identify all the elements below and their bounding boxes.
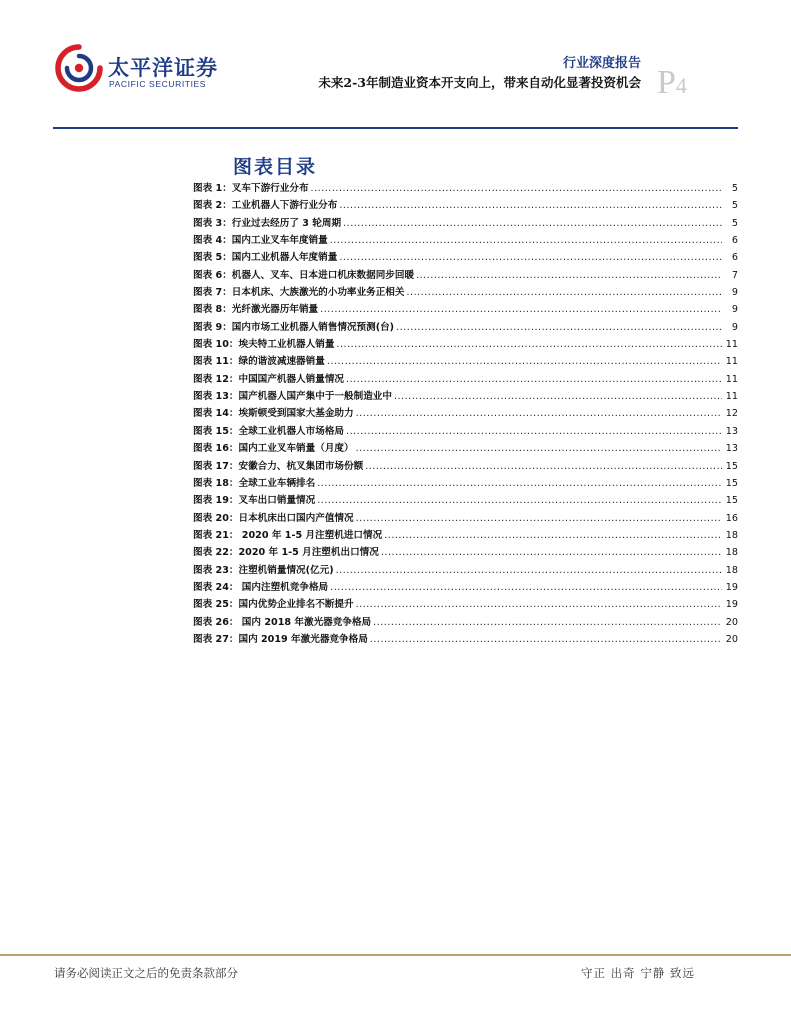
- footer-divider: [0, 954, 791, 956]
- toc-entry[interactable]: [193, 440, 738, 457]
- toc-entry-page: 6: [731, 235, 738, 247]
- toc-entry-label: 图表 3：行业过去经历了 3 轮周期: [193, 217, 342, 229]
- report-title: 未来2-3年制造业资本开支向上，带来自动化显著投资机会: [318, 75, 641, 90]
- toc-entry[interactable]: [193, 267, 738, 284]
- page-letter: P: [657, 64, 676, 101]
- toc-leader-dots: [330, 235, 722, 246]
- toc-entry-page: 18: [725, 529, 738, 541]
- toc-entry-page: 9: [731, 304, 738, 316]
- toc-leader-dots: [330, 582, 722, 593]
- toc-entry-label: 图表 12：中国国产机器人销量情况: [193, 373, 345, 385]
- toc-entry-page: 18: [725, 547, 738, 559]
- toc-entry-label: 图表 26： 国内 2018 年激光器竞争格局: [193, 616, 372, 628]
- toc-leader-dots: [346, 426, 722, 437]
- toc-entry-label: 图表 5：国内工业机器人年度销量: [193, 252, 338, 264]
- toc-entry-label: 图表 9：国内市场工业机器人销售情况预测(台): [193, 321, 395, 333]
- toc-entry-page: 9: [731, 287, 738, 299]
- toc-leader-dots: [317, 478, 722, 489]
- toc-entry-label: 图表 2：工业机器人下游行业分布: [193, 200, 338, 212]
- toc-entry[interactable]: [193, 475, 738, 492]
- toc-entry[interactable]: [193, 492, 738, 509]
- toc-entry-label: 图表 4：国内工业叉车年度销量: [193, 235, 328, 247]
- page-number-value: 4: [675, 73, 687, 98]
- toc-leader-dots: [311, 183, 722, 194]
- toc-entry-page: 16: [725, 512, 738, 524]
- toc-entry-page: 20: [725, 616, 738, 628]
- toc-leader-dots: [373, 617, 722, 628]
- toc-entry[interactable]: [193, 180, 738, 197]
- toc-entry-page: 15: [725, 477, 738, 489]
- toc-entry[interactable]: [193, 579, 738, 596]
- toc-entry-page: 15: [725, 460, 738, 472]
- toc-leader-dots: [356, 443, 722, 454]
- toc-entry[interactable]: [193, 562, 738, 579]
- toc-leader-dots: [356, 408, 722, 419]
- toc-entry-page: 5: [731, 217, 738, 229]
- toc-heading: 图表目录: [233, 156, 318, 178]
- toc-leader-dots: [406, 287, 722, 298]
- disclaimer-note: 请务必阅读正文之后的免责条款部分: [54, 966, 238, 980]
- toc-entry[interactable]: [193, 232, 738, 249]
- toc-entry-label: 图表 17：安徽合力、杭叉集团市场份额: [193, 460, 364, 472]
- toc-entry-page: 9: [731, 321, 738, 333]
- toc-entry-label: 图表 20：日本机床出口国内产值情况: [193, 512, 354, 524]
- brand-name-cn: 太平洋证券: [108, 56, 218, 80]
- toc-entry[interactable]: [193, 631, 738, 648]
- toc-entry[interactable]: [193, 371, 738, 388]
- toc-entry[interactable]: [193, 388, 738, 405]
- toc-entry-page: 11: [725, 356, 738, 368]
- toc-entry-label: 图表 7：日本机床、大族激光的小功率业务正相关: [193, 287, 405, 299]
- toc-entry-page: 13: [725, 443, 738, 455]
- toc-entry-label: 图表 21： 2020 年 1-5 月注塑机进口情况: [193, 529, 383, 541]
- toc-entry-label: 图表 10：埃夫特工业机器人销量: [193, 339, 335, 351]
- toc-leader-dots: [317, 495, 722, 506]
- toc-entry-label: 图表 19：叉车出口销量情况: [193, 495, 316, 507]
- toc-leader-dots: [339, 200, 722, 211]
- toc-leader-dots: [343, 218, 722, 229]
- toc-leader-dots: [396, 322, 722, 333]
- toc-entry[interactable]: [193, 197, 738, 214]
- toc-entry-page: 15: [725, 495, 738, 507]
- toc-entry-page: 7: [731, 269, 738, 281]
- toc-entry-label: 图表 11：绿的谐波减速器销量: [193, 356, 325, 368]
- page-number: [657, 66, 687, 100]
- toc-leader-dots: [320, 304, 722, 315]
- toc-leader-dots: [356, 599, 722, 610]
- toc-leader-dots: [394, 391, 722, 402]
- toc-entry[interactable]: [193, 284, 738, 301]
- toc-leader-dots: [356, 513, 722, 524]
- toc-entry-label: 图表 13：国产机器人国产集中于一般制造业中: [193, 391, 392, 403]
- toc-entry-page: 12: [725, 408, 738, 420]
- toc-entry-label: 图表 16：国内工业叉车销量（月度）: [193, 443, 354, 455]
- toc-entry[interactable]: [193, 510, 738, 527]
- toc-entry-label: 图表 18：全球工业车辆排名: [193, 477, 316, 489]
- report-type: 行业深度报告: [562, 56, 641, 71]
- toc-entry-page: 19: [725, 581, 738, 593]
- toc-leader-dots: [336, 339, 722, 350]
- toc-leader-dots: [339, 252, 722, 263]
- toc-leader-dots: [416, 270, 722, 281]
- toc-entry-label: 图表 8：光纤激光器历年销量: [193, 304, 319, 316]
- toc-leader-dots: [381, 547, 722, 558]
- toc-entry-label: 图表 15：全球工业机器人市场格局: [193, 425, 345, 437]
- toc-entry[interactable]: [193, 527, 738, 544]
- toc-entry-page: 18: [725, 564, 738, 576]
- toc-entry-label: 图表 22：2020 年 1-5 月注塑机出口情况: [193, 547, 379, 559]
- toc-leader-dots: [346, 374, 722, 385]
- toc-entry-label: 图表 14：埃斯顿受到国家大基金助力: [193, 408, 354, 420]
- toc-entry[interactable]: [193, 596, 738, 613]
- toc-entry-page: 6: [731, 252, 738, 264]
- toc-leader-dots: [336, 565, 722, 576]
- toc-entry-page: 20: [725, 633, 738, 645]
- toc-leader-dots: [327, 356, 722, 367]
- toc-entry-page: 5: [731, 200, 738, 212]
- toc-entry[interactable]: [193, 301, 738, 318]
- toc-entry-label: 图表 6：机器人、叉车、日本进口机床数据同步回暖: [193, 269, 415, 281]
- toc-entry-page: 19: [725, 599, 738, 611]
- toc-entry[interactable]: [193, 423, 738, 440]
- toc-entry[interactable]: [193, 215, 738, 232]
- toc-entry[interactable]: [193, 405, 738, 422]
- toc-entry-page: 5: [731, 183, 738, 194]
- toc-entry-page: 11: [725, 391, 738, 403]
- toc-entry-page: 11: [725, 339, 738, 351]
- company-motto: 守正 出奇 宁静 致远: [581, 966, 695, 980]
- toc-entry-page: 11: [725, 373, 738, 385]
- toc-leader-dots: [384, 530, 722, 541]
- toc-entry-label: 图表 25：国内优势企业排名不断提升: [193, 599, 354, 611]
- toc-leader-dots: [370, 634, 722, 645]
- toc-entry-page: 13: [725, 425, 738, 437]
- toc-entry[interactable]: [193, 353, 738, 370]
- brand-name-en: PACIFIC SECURITIES: [109, 79, 207, 89]
- toc-entry-label: 图表 23：注塑机销量情况(亿元): [193, 564, 334, 576]
- header-divider: [53, 127, 738, 129]
- toc-entry[interactable]: [193, 544, 738, 561]
- toc-entry[interactable]: [193, 336, 738, 353]
- toc-entry[interactable]: [193, 319, 738, 336]
- pacific-securities-logo-icon: [55, 44, 103, 92]
- toc-entry[interactable]: [193, 614, 738, 631]
- toc-entry-label: 图表 27：国内 2019 年激光器竞争格局: [193, 633, 368, 645]
- toc-entry-label: 图表 24： 国内注塑机竞争格局: [193, 581, 329, 593]
- toc-entry[interactable]: [193, 458, 738, 475]
- toc-entry[interactable]: [193, 249, 738, 266]
- toc-entry-label: 图表 1：叉车下游行业分布: [193, 183, 309, 194]
- figure-table-of-contents: [193, 180, 738, 648]
- toc-leader-dots: [365, 461, 722, 472]
